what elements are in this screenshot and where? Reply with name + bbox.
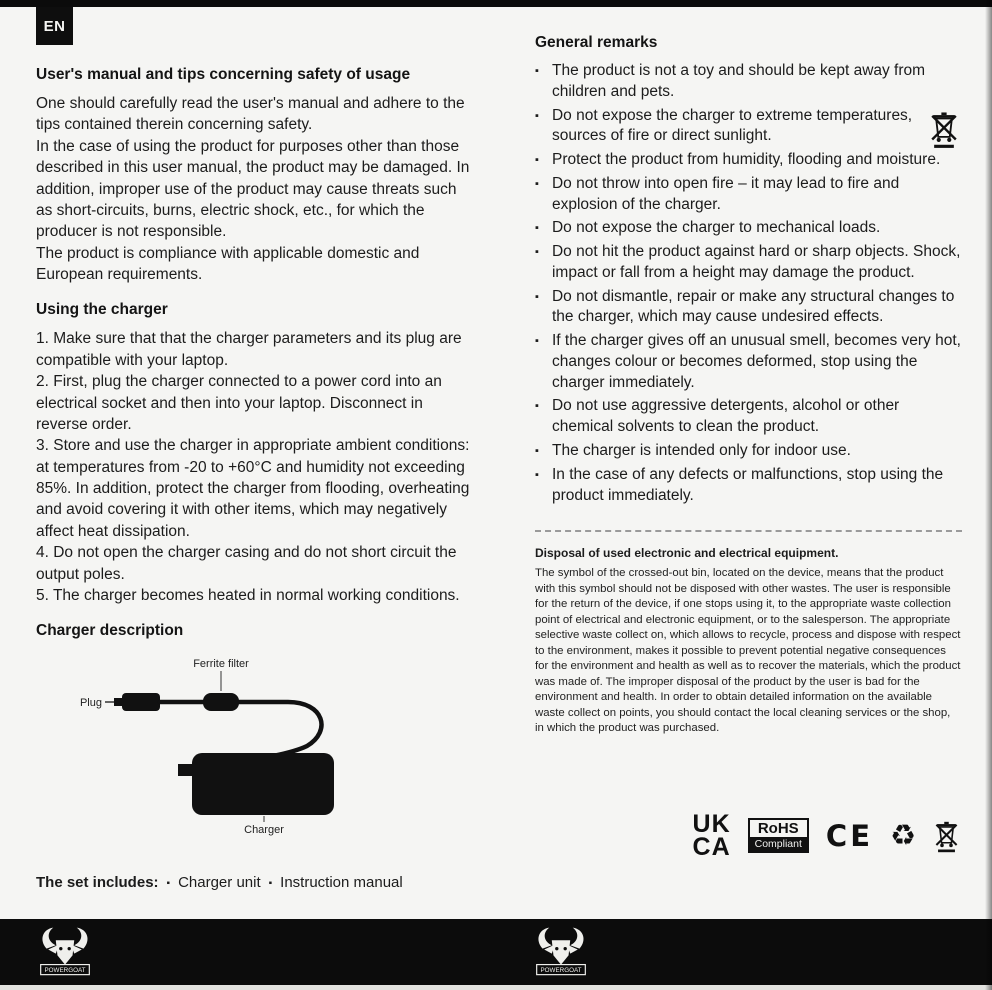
remark-item: ▪ If the charger gives off an unusual smell, becomes very hot, changes colour or becomes deformed, stop using the charger immediately.	[534, 332, 961, 391]
powergoat-wordmark: POWERGOAT	[540, 967, 582, 975]
using-section	[36, 301, 475, 606]
charger-description-title: Charger description	[36, 622, 184, 640]
powergoat-wordmark: POWERGOAT	[44, 967, 86, 975]
bullet-icon: ▪	[534, 335, 539, 348]
remark-item: ▪ The product is not a toy and should be kept away from children and pets.	[534, 62, 926, 100]
remark-item: ▪ The charger is intended only for indoor use.	[535, 441, 962, 462]
compliance-marks	[535, 809, 962, 861]
set-item: Instruction manual	[280, 874, 403, 892]
left-column	[36, 8, 483, 891]
remark-item: ▪ Do not hit the product against hard or sharp objects. Shock, impact or fall from a height may damage the product.	[534, 243, 961, 281]
using-step: 5. The charger becomes heated in normal working conditions.	[36, 586, 460, 604]
ferrite-filter	[203, 693, 239, 711]
footer-bar	[0, 919, 992, 985]
set-includes	[36, 874, 475, 891]
disposal-title: Disposal of used electronic and electrical equipment.	[534, 546, 839, 561]
safety-paragraph: In the case of using the product for purposes other than those described in this user manual, the product may be damaged. In addition, improper use of the product may cause threats such as short-circuits, burns, electric shock, etc., for which the producer is not responsible.	[36, 137, 470, 241]
using-step: 4. Do not open the charger casing and do not short circuit the output poles.	[36, 544, 457, 583]
bullet-icon: ▪	[534, 222, 539, 235]
disposal-body: The symbol of the crossed-out bin, located on the device, means that the product with this symbol should not be disposed with other wastes. The user is responsible for the return of the device, if one stops using it, to the appropriate waste collection point of electrical and electronic equipment, or to the salesperson. The appropriate selective waste collect on, which allows to recycle, process and dispose with respect to the environment, makes it possible to prevent potential negative consequences for the environment and health as well as to recover the materials, which the product was made of. The improper disposal of the product by the user is bad for the environment and health. In order to obtain detailed information on the available waste collect on points, you should contact the local cleaning services or the shop, in which the product was purchased.	[534, 567, 961, 735]
charger-inlet	[178, 764, 194, 776]
bullet-icon: ▪	[534, 177, 539, 190]
plug-body	[122, 693, 160, 711]
using-step: 3. Store and use the charger in appropriate ambient conditions: at temperatures from -20 to +60°C and humidity not exceeding 85%. In addition, protect the charger from flooding, overheating and avoid covering it with other items, which may negatively affect heat dissipation.	[36, 437, 470, 540]
bullet-icon: ▪	[534, 154, 539, 167]
ferrite-filter-label: Ferrite filter	[193, 658, 249, 671]
bullet-icon: ▪	[534, 445, 539, 458]
bullet-icon: ▪	[534, 290, 539, 303]
disposal-section	[535, 546, 962, 737]
language-badge: EN	[36, 7, 73, 45]
plug-label: Plug	[79, 697, 102, 710]
using-step: 1. Make sure that that the charger parameters and its plug are compatible with your laptop.	[36, 330, 462, 369]
charger-body	[192, 753, 334, 815]
bullet-icon: ▪	[534, 468, 539, 481]
powergoat-logo	[534, 926, 588, 978]
ce-mark: CE	[825, 818, 873, 853]
remark-item: ▪ Do not dismantle, repair or make any structural changes to the charger, which may cause undesired effects.	[534, 287, 955, 326]
using-title: Using the charger	[36, 301, 168, 319]
general-remarks-title: General remarks	[534, 34, 658, 51]
remark-item: ▪ Do not expose the charger to mechanical loads.	[535, 218, 962, 239]
bullet-icon: ▪	[534, 246, 539, 259]
using-step: 2. First, plug the charger connected to a power cord into an electrical socket and then into your laptop. Disconnect in reverse order.	[36, 373, 442, 433]
bullet-icon: ▪	[534, 109, 539, 122]
safety-title: User's manual and tips concerning safety of usage	[36, 66, 411, 83]
charger-diagram	[66, 655, 382, 837]
bullet-icon: ▪	[534, 400, 539, 413]
top-edge-strip	[0, 0, 992, 7]
right-column	[535, 8, 962, 891]
using-steps	[36, 328, 475, 606]
safety-paragraph: The product is compliance with applicable domestic and European requirements.	[36, 244, 420, 283]
bullet-icon: ▪	[268, 878, 273, 890]
bottom-edge-strip	[0, 985, 992, 990]
general-remarks-list	[535, 61, 962, 506]
section-divider	[535, 530, 962, 532]
safety-section	[36, 66, 475, 285]
set-includes-label: The set includes:	[36, 874, 159, 892]
set-item: Charger unit	[178, 874, 261, 892]
crossed-out-bin-icon	[933, 818, 960, 854]
bullet-icon: ▪	[534, 65, 539, 77]
general-remarks-section	[535, 34, 962, 506]
remark-item: ▪ Do not use aggressive detergents, alcohol or other chemical solvents to clean the product.	[534, 397, 900, 436]
remark-item: ▪ Protect the product from humidity, flooding and moisture.	[535, 150, 962, 171]
rohs-mark: RoHS Compliant	[748, 818, 809, 853]
remark-item: ▪ In the case of any defects or malfunctions, stop using the product immediately.	[534, 465, 944, 504]
recycle-icon: ♻	[890, 818, 916, 853]
ukca-mark: UK CA	[692, 809, 731, 861]
bullet-icon: ▪	[166, 878, 171, 890]
remark-item: ▪ Do not throw into open fire – it may lead to fire and explosion of the charger.	[534, 174, 900, 213]
remark-item: ▪ Do not expose the charger to extreme temperatures, sources of fire or direct sunlight.	[534, 106, 913, 145]
safety-paragraph: One should carefully read the user's manual and adhere to the tips contained therein concerning safety.	[36, 95, 465, 134]
plug-tip	[114, 698, 122, 706]
charger-label: Charger	[244, 824, 284, 837]
charger-description-section	[36, 622, 475, 852]
powergoat-logo	[38, 926, 92, 978]
